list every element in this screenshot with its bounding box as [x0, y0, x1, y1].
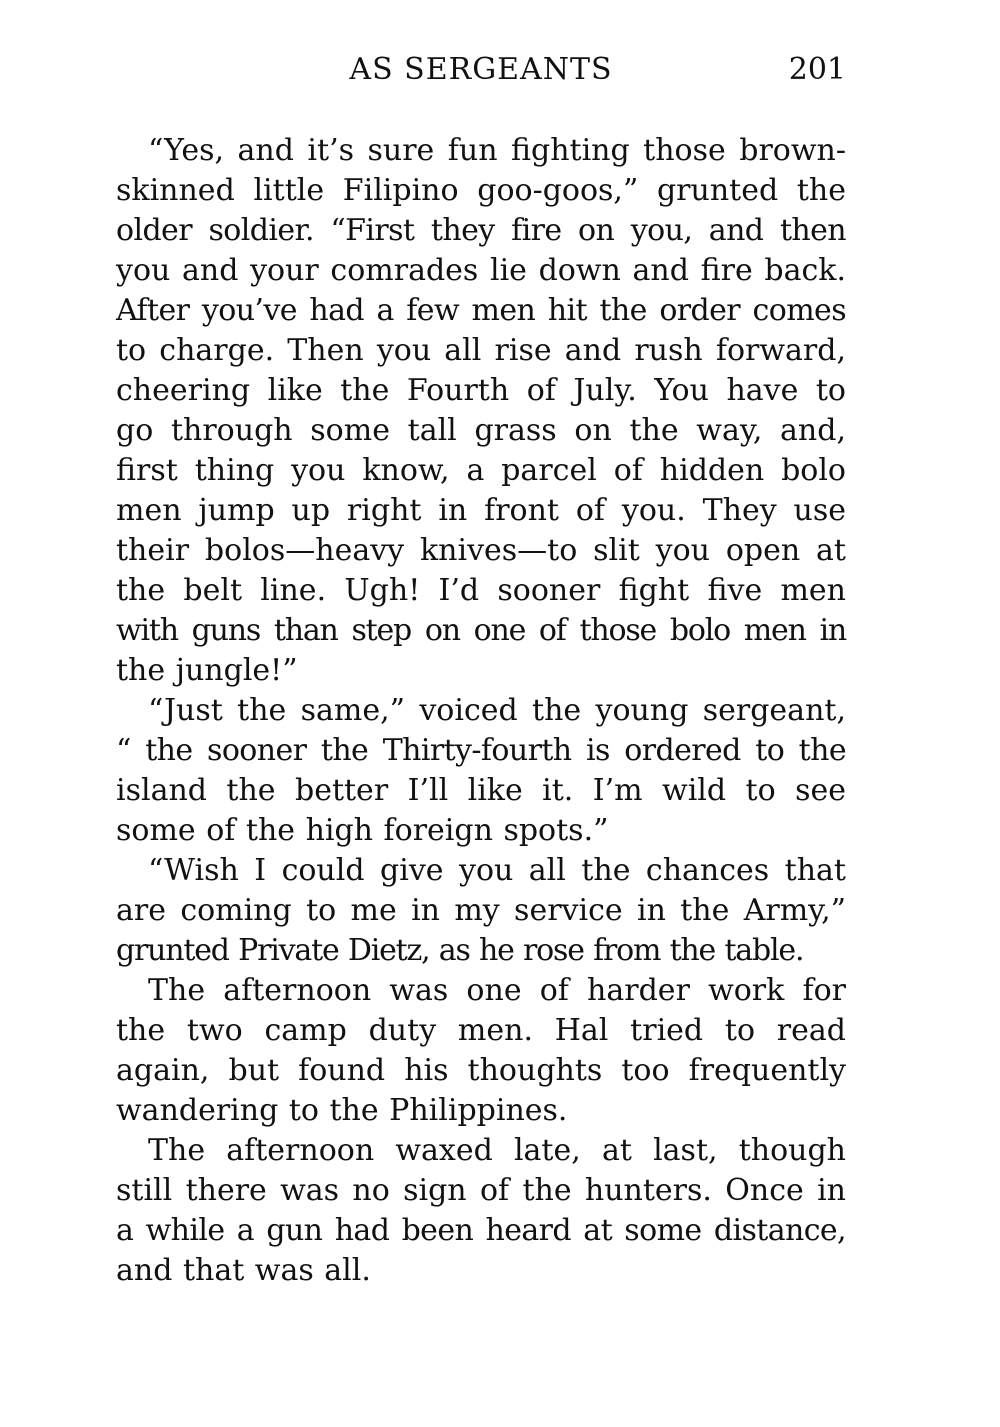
text-line: first thing you know, a parcel of hidden bolo [116, 453, 846, 488]
text-line: some of the high foreign spots.” [116, 813, 609, 848]
text-line: The afternoon waxed late, at last, though [148, 1133, 846, 1168]
text-line: “Wish I could give you all the chances that [148, 853, 846, 888]
text-line: The afternoon was one of harder work for [148, 973, 846, 1008]
running-head [116, 50, 846, 90]
text-line: “Yes, and it’s sure fun fighting those brown- [148, 133, 846, 168]
paragraph [116, 1131, 846, 1291]
text-line: are coming to me in my service in the Army,” [116, 893, 846, 928]
paragraph [116, 971, 846, 1131]
text-line: island the better I’ll like it. I’m wild to see [116, 773, 846, 808]
text-line: and that was all. [116, 1253, 371, 1288]
text-line: skinned little Filipino goo-goos,” grunted the [116, 173, 846, 208]
text-line: “Just the same,” voiced the young sergeant, [148, 693, 846, 728]
text-line: still there was no sign of the hunters. Once in [116, 1173, 846, 1208]
text-line: older soldier. “First they fire on you, and then [116, 213, 846, 248]
text-line: with guns than step on one of those bolo men in [116, 613, 846, 648]
text-line: the jungle!” [116, 653, 298, 688]
text-line: the belt line. Ugh! I’d sooner fight five men [116, 573, 846, 608]
text-line: go through some tall grass on the way, and, [116, 413, 846, 448]
text-line: their bolos—heavy knives—to slit you open at [116, 533, 846, 568]
text-line: men jump up right in front of you. They use [116, 493, 846, 528]
paragraph [116, 131, 846, 691]
page-number: 201 [788, 52, 846, 87]
text-line: the two camp duty men. Hal tried to read [116, 1013, 846, 1048]
text-line: “ the sooner the Thirty-fourth is ordered to the [116, 733, 846, 768]
text-line: After you’ve had a few men hit the order comes [116, 293, 846, 328]
body-text [116, 131, 846, 1291]
text-line: again, but found his thoughts too frequently [116, 1053, 846, 1088]
text-line: grunted Private Dietz, as he rose from the table. [116, 933, 804, 968]
text-line: wandering to the Philippines. [116, 1093, 568, 1128]
text-line: a while a gun had been heard at some distance, [116, 1213, 846, 1248]
running-title: AS SERGEANTS [349, 52, 613, 87]
paragraph [116, 851, 846, 971]
text-line: you and your comrades lie down and fire back. [116, 253, 846, 288]
text-line: to charge. Then you all rise and rush forward, [116, 333, 846, 368]
text-line: cheering like the Fourth of July. You have to [116, 373, 846, 408]
paragraph [116, 691, 846, 851]
